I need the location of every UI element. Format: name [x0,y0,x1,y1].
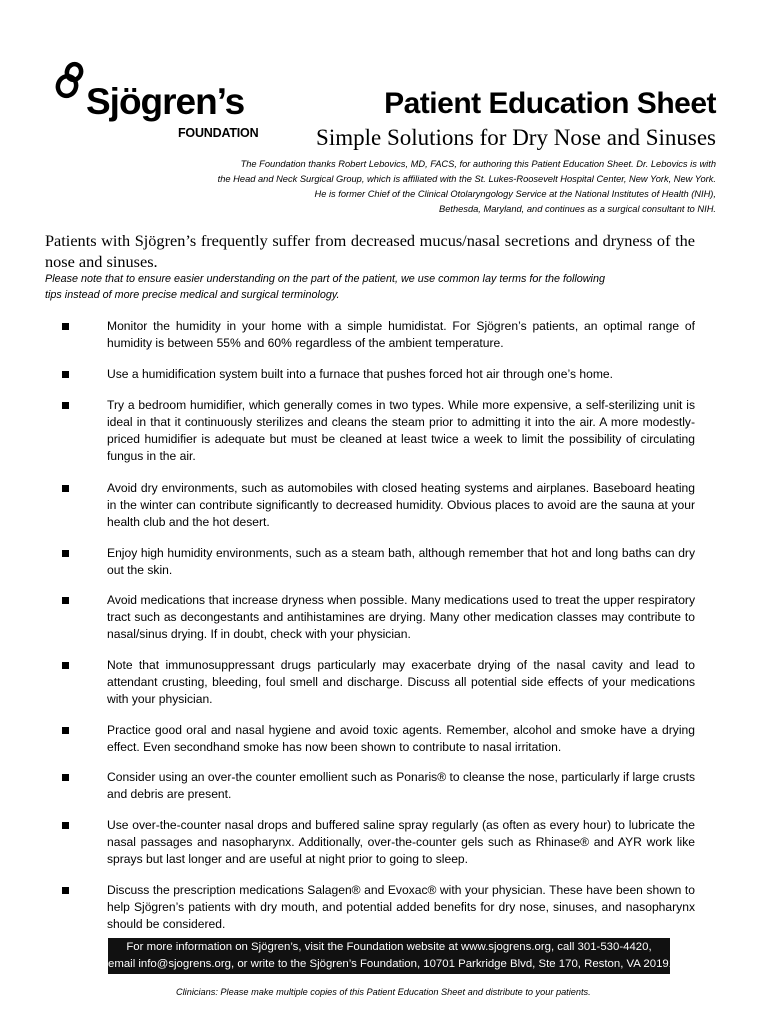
tip-text: Note that immunosuppressant drugs particularly may exacerbate drying of the nasal cavity and lead to attendant crusting, bleeding, foul smell and discharge. Discuss all potential side effects of your medications with your physician. [107,658,695,706]
square-bullet-icon [62,597,69,604]
square-bullet-icon [62,727,69,734]
acknowledgement-line: He is former Chief of the Clinical Otolaryngology Service at the National Institutes of Health (NIH), [314,189,716,199]
square-bullet-icon [62,402,69,409]
tip-text: Avoid dry environments, such as automobiles with closed heating systems and airplanes. Baseboard heating in the winter can contribute significantly to decreased humidity. Obvious places to avoid are the sauna at your health club and the hot desert. [107,481,695,529]
acknowledgement-line: The Foundation thanks Robert Lebovics, MD, FACS, for authoring this Patient Education Sheet. Dr. Lebovics is with [240,159,716,169]
contact-banner [108,938,676,974]
acknowledgement [156,157,716,217]
page-title: Patient Education Sheet [384,87,716,120]
square-bullet-icon [62,887,69,894]
square-bullet-icon [62,485,69,492]
note-line: tips instead of more precise medical and surgical terminology. [45,289,340,301]
tip-text: Try a bedroom humidifier, which generally comes in two types. While more expensive, a self-sterilizing unit is ideal in that it continuously sterilizes and cleans the steam prior to admitting it into the air. A more modestly-priced humidifier is adequate but must be cleaned at least twice a week to limit the possibility of circulating fungus in the air. [107,398,695,463]
tip-text: Discuss the prescription medications Salagen® and Evoxac® with your physician. These have been shown to help Sjögren’s patients with dry mouth, and potential added benefits for dry nose, sinuses, and nasopharynx should be considered. [107,883,695,931]
square-bullet-icon [62,323,69,330]
tip-text: Monitor the humidity in your home with a simple humidistat. For Sjögren’s patients, an optimal range of humidity is between 55% and 60% regardless of the ambient temperature. [107,319,695,350]
tip-text: Practice good oral and nasal hygiene and avoid toxic agents. Remember, alcohol and smoke have a drying effect. Even secondhand smoke has now been shown to contribute to nasal irritation. [107,723,695,754]
acknowledgement-line: Bethesda, Maryland, and continues as a surgical consultant to NIH. [439,204,716,214]
note-line: Please note that to ensure easier understanding on the part of the patient, we use common lay terms for the following [45,273,605,285]
logo-name: Sjögren’s [86,81,245,122]
foundation-logo [54,60,259,142]
tip-text: Consider using an over-the counter emollient such as Ponaris® to cleanse the nose, particularly if large crusts and debris are present. [107,770,695,801]
intro-lead: Patients with Sjögren’s frequently suffer from decreased mucus/nasal secretions and dryness of the nose and sinuses. [45,231,695,271]
tip-text: Use a humidification system built into a furnace that pushes forced hot air through one’s home. [107,367,613,381]
tip-text: Enjoy high humidity environments, such as a steam bath, although remember that hot and long baths can dry out the skin. [107,546,695,577]
square-bullet-icon [62,371,69,378]
tip-text: Use over-the-counter nasal drops and buffered saline spray regularly (as often as every hour) to lubricate the nasal passages and nasopharynx. Additionally, over-the-counter gels such as Rhinase® and AYR work like sprays but last longer and are useful at night prior to going to sleep. [107,818,695,866]
square-bullet-icon [62,822,69,829]
square-bullet-icon [62,774,69,781]
contact-line: email info@sjogrens.org, or write to the Sjögren’s Foundation, 10701 Parkridge Blvd, Ste 170, Reston, VA 20191 [108,958,676,970]
page-subtitle: Simple Solutions for Dry Nose and Sinuses [316,125,716,150]
logo-subtitle: FOUNDATION [178,126,259,140]
logo-rings-icon [54,60,90,102]
contact-line: For more information on Sjögren’s, visit the Foundation website at www.sjogrens.org, call 301-530-4420, [126,941,652,953]
terminology-note [45,271,705,303]
square-bullet-icon [62,550,69,557]
square-bullet-icon [62,662,69,669]
clinicians-note: Clinicians: Please make multiple copies of this Patient Education Sheet and distribute to your patients. [176,987,591,997]
tip-text: Avoid medications that increase dryness when possible. Many medications used to treat the upper respiratory tract such as decongestants and antihistamines are drying. Many other medication classes may contribute to nasal/sinus drying. If in doubt, check with your physician. [107,593,695,641]
acknowledgement-line: the Head and Neck Surgical Group, which is affiliated with the St. Lukes-Roosevelt Hospital Center, New York, New York. [217,174,716,184]
